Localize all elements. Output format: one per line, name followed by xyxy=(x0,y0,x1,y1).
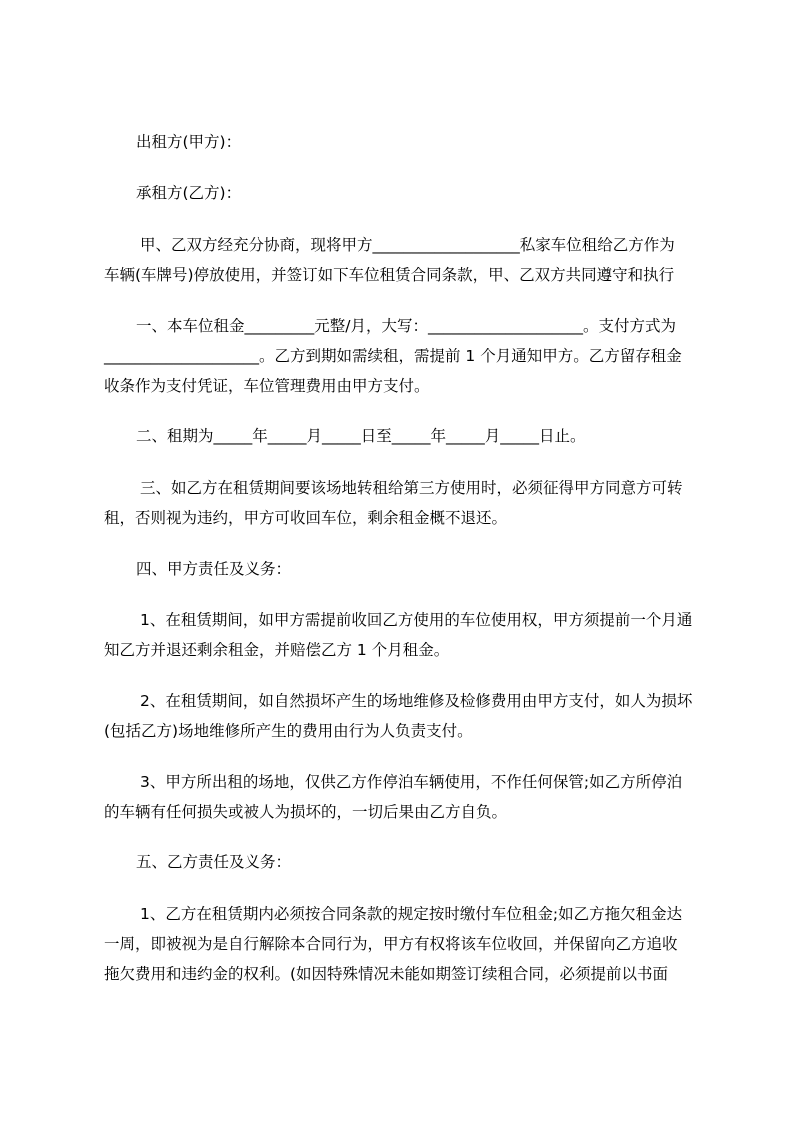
intro-paragraph: 甲、乙双方经充分协商，现将甲方___________________私家车位租给乙方作为 车辆(车牌号)停放使用，并签订如下车位租赁合同条款，甲、乙双方共同遵守和执行 xyxy=(104,236,675,284)
clause-3-sublease: 三、如乙方在租赁期间要该场地转租给第三方使用时，必须征得甲方同意方可转 租，否则视为违约，甲方可收回车位，剩余租金概不退还。 xyxy=(104,479,683,527)
clause-5-title: 五、乙方责任及义务： xyxy=(136,853,292,871)
clause-4-3: 3、甲方所出租的场地，仅供乙方作停泊车辆使用，不作任何保管;如乙方所停泊 的车辆有任何损失或被人为损坏的，一切后果由乙方自负。 xyxy=(104,773,683,821)
lessor-line: 出租方(甲方)： xyxy=(136,133,242,151)
clause-4-1: 1、在租赁期间，如甲方需提前收回乙方使用的车位使用权，甲方须提前一个月通 知乙方并退还剩余租金，并赔偿乙方 1 个月租金。 xyxy=(104,611,693,659)
clause-1-rent: 一、本车位租金_________元整/月，大写：____________________。支付方式为 ____________________。乙方到期如需续租，需提前 1 个月通知甲方。乙方留存租金 收条作为支付凭证，车位管理费用由甲方支付。 xyxy=(104,317,682,395)
clause-2-term: 二、租期为_____年_____月_____日至_____年_____月_____日止。 xyxy=(136,427,586,445)
clause-4-title: 四、甲方责任及义务： xyxy=(136,560,292,578)
clause-4-2: 2、在租赁期间，如自然损坏产生的场地维修及检修费用由甲方支付，如人为损坏 (包括乙方)场地维修所产生的费用由行为人负责支付。 xyxy=(104,692,693,740)
lessee-line: 承租方(乙方)： xyxy=(136,184,242,202)
clause-5-1: 1、乙方在租赁期内必须按合同条款的规定按时缴付车位租金;如乙方拖欠租金达 一周，即被视为是自行解除本合同行为，甲方有权将该车位收回，并保留向乙方追收 拖欠费用和违约金的权利。(如因特殊情况未能如期签订续租合同，必须提前以书面 xyxy=(104,905,683,983)
